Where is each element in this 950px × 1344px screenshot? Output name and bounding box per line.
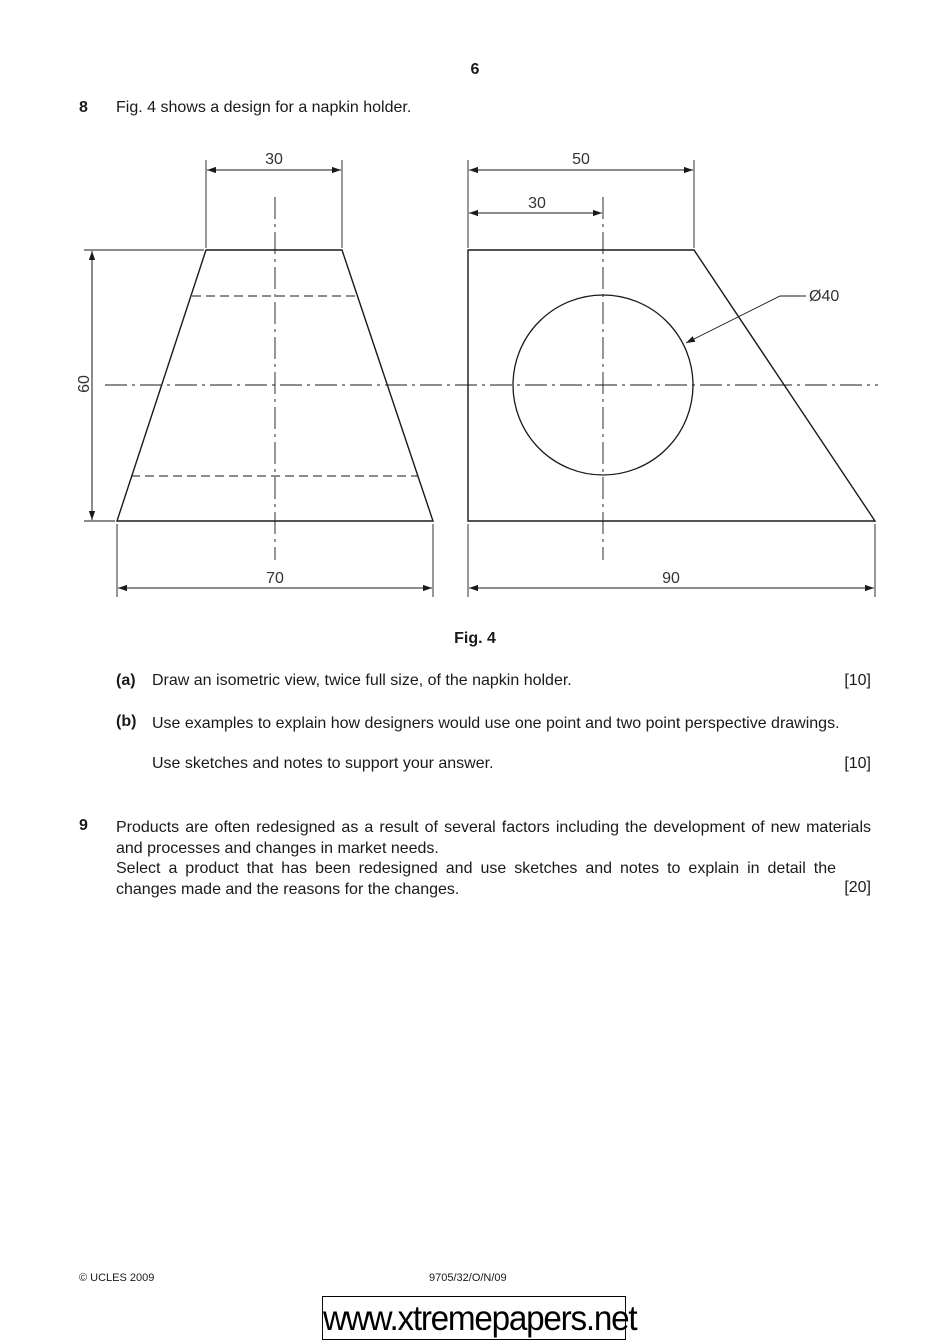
watermark-link[interactable]: www.xtremepapers.net [322, 1296, 626, 1340]
dim-top-left-label: 30 [265, 151, 283, 168]
part-b-label: (b) [116, 713, 137, 730]
question-8-intro: Fig. 4 shows a design for a napkin holder. [116, 99, 412, 116]
dim-bottom-left-label: 70 [266, 570, 284, 587]
part-b-marks: [10] [844, 755, 871, 772]
dim-top-right-inner-label: 30 [528, 195, 546, 212]
footer-code: 9705/32/O/N/09 [429, 1272, 507, 1284]
question-9-number: 9 [79, 817, 88, 834]
part-a-marks: [10] [844, 672, 871, 689]
footer-copyright: © UCLES 2009 [79, 1272, 155, 1284]
part-b-text: Use examples to explain how designers would use one point and two point perspective drawings. [152, 715, 840, 732]
page-number: 6 [470, 61, 480, 78]
dim-diameter-label: Ø40 [809, 288, 840, 305]
fig4-drawing [0, 0, 950, 620]
question-9-text: Products are often redesigned as a result of several factors including the development of new materials and processes and changes in market needs. [116, 819, 871, 857]
dim-height-label: 60 [76, 375, 93, 393]
dim-bottom-right-label: 90 [662, 570, 680, 587]
part-a-text: Draw an isometric view, twice full size, of the napkin holder. [152, 672, 572, 689]
dim-top-right-outer-label: 50 [572, 151, 590, 168]
question-9-text2: Select a product that has been redesigned and use sketches and notes to explain in detail the changes made and the reasons for the changes. [116, 860, 836, 898]
figure-caption: Fig. 4 [454, 630, 496, 647]
question-8-number: 8 [79, 99, 88, 116]
leader-line [686, 296, 806, 343]
part-b-text2: Use sketches and notes to support your answer. [152, 755, 494, 772]
part-a-label: (a) [116, 672, 136, 689]
question-9-marks: [20] [844, 879, 871, 896]
